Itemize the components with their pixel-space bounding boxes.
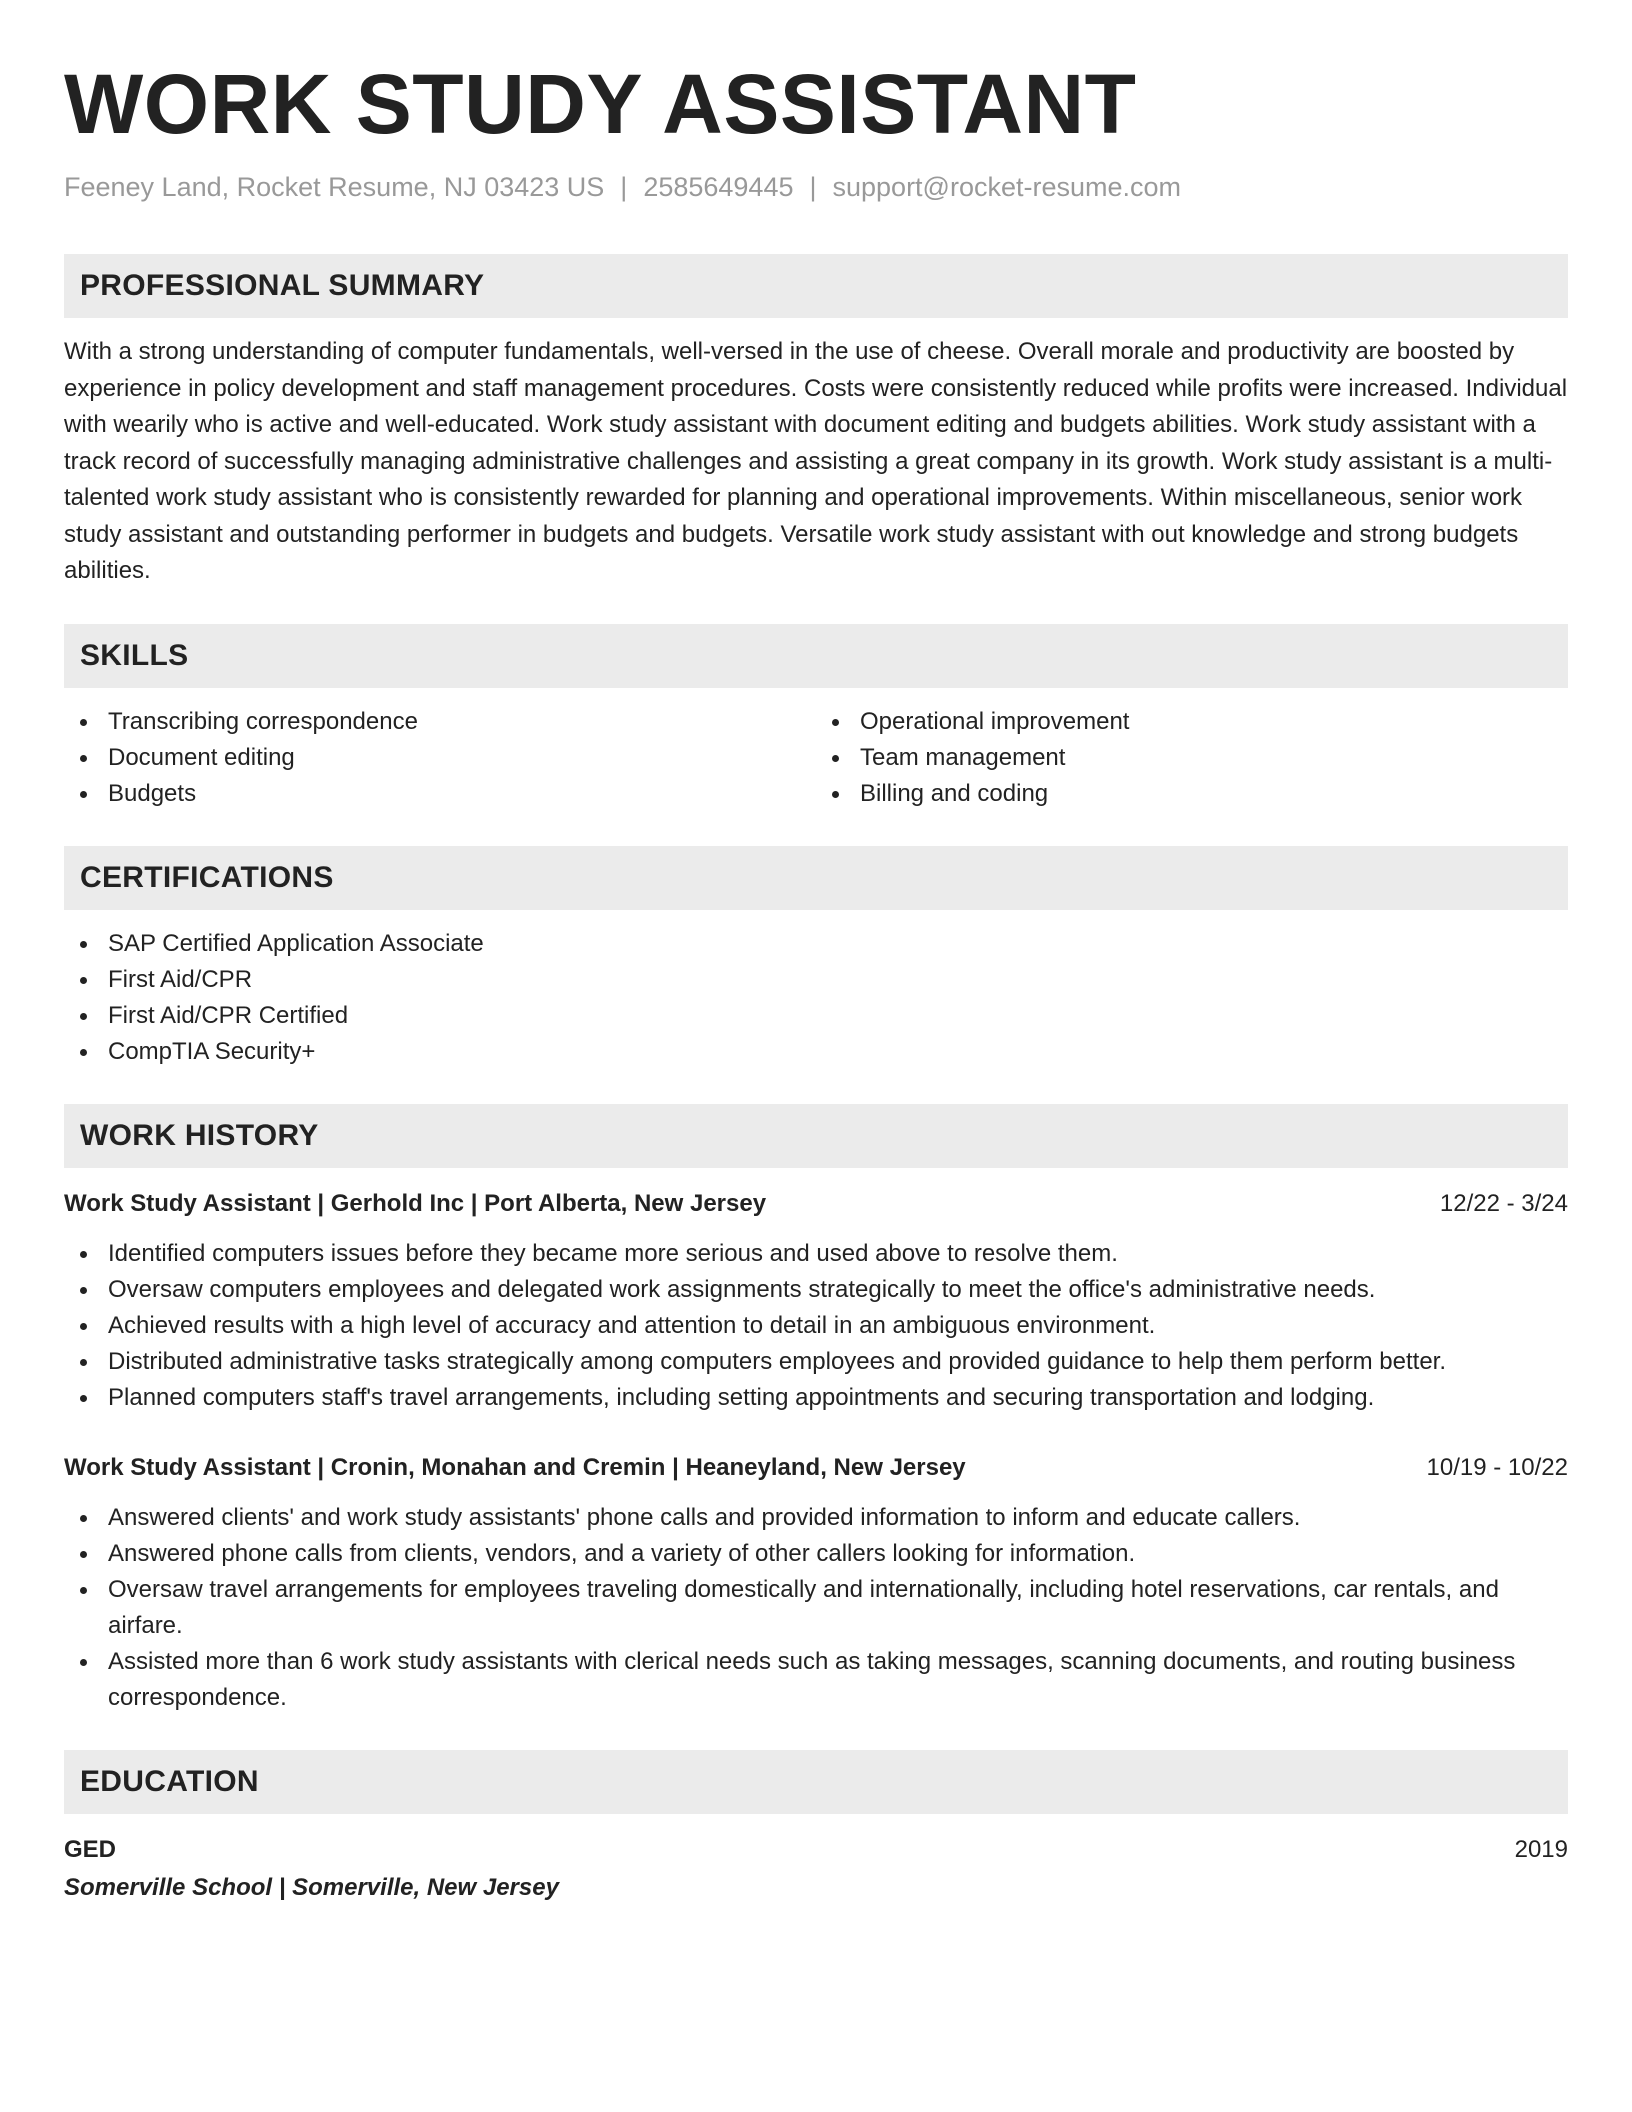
job-header [64, 1450, 1568, 1486]
contact-phone: 2585649445 [643, 172, 794, 202]
job-bullet: Answered phone calls from clients, vendors, and a variety of other callers looking for information. [64, 1536, 1568, 1572]
job-bullet: Oversaw travel arrangements for employees traveling domestically and internationally, including hotel reservations, car rentals, and airfare. [64, 1572, 1568, 1644]
job-bullet: Answered clients' and work study assistants' phone calls and provided information to inform and educate callers. [64, 1500, 1568, 1536]
skills-column-left [64, 704, 816, 812]
job-bullet: Oversaw computers employees and delegated work assignments strategically to meet the office's administrative needs. [64, 1272, 1568, 1308]
section-header-certifications [64, 846, 1568, 910]
certification-item: First Aid/CPR [64, 962, 1568, 998]
contact-email: support@rocket-resume.com [832, 172, 1182, 202]
section-header-skills [64, 624, 1568, 688]
skills-column-right [816, 704, 1568, 812]
skill-item: Operational improvement [816, 704, 1568, 740]
job-title: Work Study Assistant | Cronin, Monahan and Cremin | Heaneyland, New Jersey [64, 1453, 966, 1481]
job-bullet: Planned computers staff's travel arrangements, including setting appointments and securing transportation and lodging. [64, 1380, 1568, 1416]
section-header-work-history [64, 1104, 1568, 1168]
certifications-list [64, 926, 1568, 1070]
contact-line [64, 170, 1568, 204]
section-title: SKILLS [80, 638, 189, 672]
job-entry [64, 1186, 1568, 1416]
contact-separator: | [809, 172, 817, 202]
section-title: WORK HISTORY [80, 1118, 319, 1152]
section-title: CERTIFICATIONS [80, 860, 334, 894]
education-header [64, 1832, 1568, 1868]
contact-address: Feeney Land, Rocket Resume, NJ 03423 US [64, 172, 605, 202]
skill-item: Transcribing correspondence [64, 704, 816, 740]
certification-item: CompTIA Security+ [64, 1034, 1568, 1070]
certification-item: SAP Certified Application Associate [64, 926, 1568, 962]
skill-item: Budgets [64, 776, 816, 812]
skill-item: Billing and coding [816, 776, 1568, 812]
education-school: Somerville School | Somerville, New Jersey [64, 1873, 559, 1901]
contact-separator: | [620, 172, 628, 202]
job-bullet: Assisted more than 6 work study assistants with clerical needs such as taking messages, scanning documents, and routing business correspondence. [64, 1644, 1568, 1716]
job-bullets [64, 1500, 1568, 1716]
section-title: PROFESSIONAL SUMMARY [80, 269, 485, 302]
education-degree: GED [64, 1835, 117, 1863]
job-dates: 10/19 - 10/22 [1426, 1453, 1568, 1481]
job-dates: 12/22 - 3/24 [1439, 1189, 1568, 1217]
education-year: 2019 [1514, 1835, 1568, 1863]
certification-item: First Aid/CPR Certified [64, 998, 1568, 1034]
job-bullets [64, 1236, 1568, 1416]
skills-list [64, 704, 1568, 812]
summary-text: With a strong understanding of computer fundamentals, well-versed in the use of cheese. Overall morale and productivity are boosted by experience in policy development and staff management procedures. Costs were consistently reduced while profits were increased. Individual with wearily who is active and well-educated. Work study assistant with document editing and budgets abilities. Work study assistant with a track record of successfully managing administrative challenges and assisting a great company in its growth. Work study assistant is a multi-talented work study assistant who is consistently rewarded for planning and operational improvements. Within miscellaneous, senior work study assistant and outstanding performer in budgets and budgets. Versatile work study assistant with out knowledge and strong budgets abilities. [64, 338, 1568, 584]
skill-item: Document editing [64, 740, 816, 776]
job-header [64, 1186, 1568, 1222]
job-title: Work Study Assistant | Gerhold Inc | Port Alberta, New Jersey [64, 1189, 767, 1217]
job-bullet: Distributed administrative tasks strategically among computers employees and provided guidance to help them perform better. [64, 1344, 1568, 1380]
resume-title: WORK STUDY ASSISTANT [64, 57, 1137, 151]
section-header-education [64, 1750, 1568, 1814]
section-header-summary [64, 254, 1568, 318]
job-entry [64, 1450, 1568, 1716]
skill-item: Team management [816, 740, 1568, 776]
job-bullet: Identified computers issues before they became more serious and used above to resolve them. [64, 1236, 1568, 1272]
section-title: EDUCATION [80, 1764, 259, 1798]
job-bullet: Achieved results with a high level of accuracy and attention to detail in an ambiguous environment. [64, 1308, 1568, 1344]
